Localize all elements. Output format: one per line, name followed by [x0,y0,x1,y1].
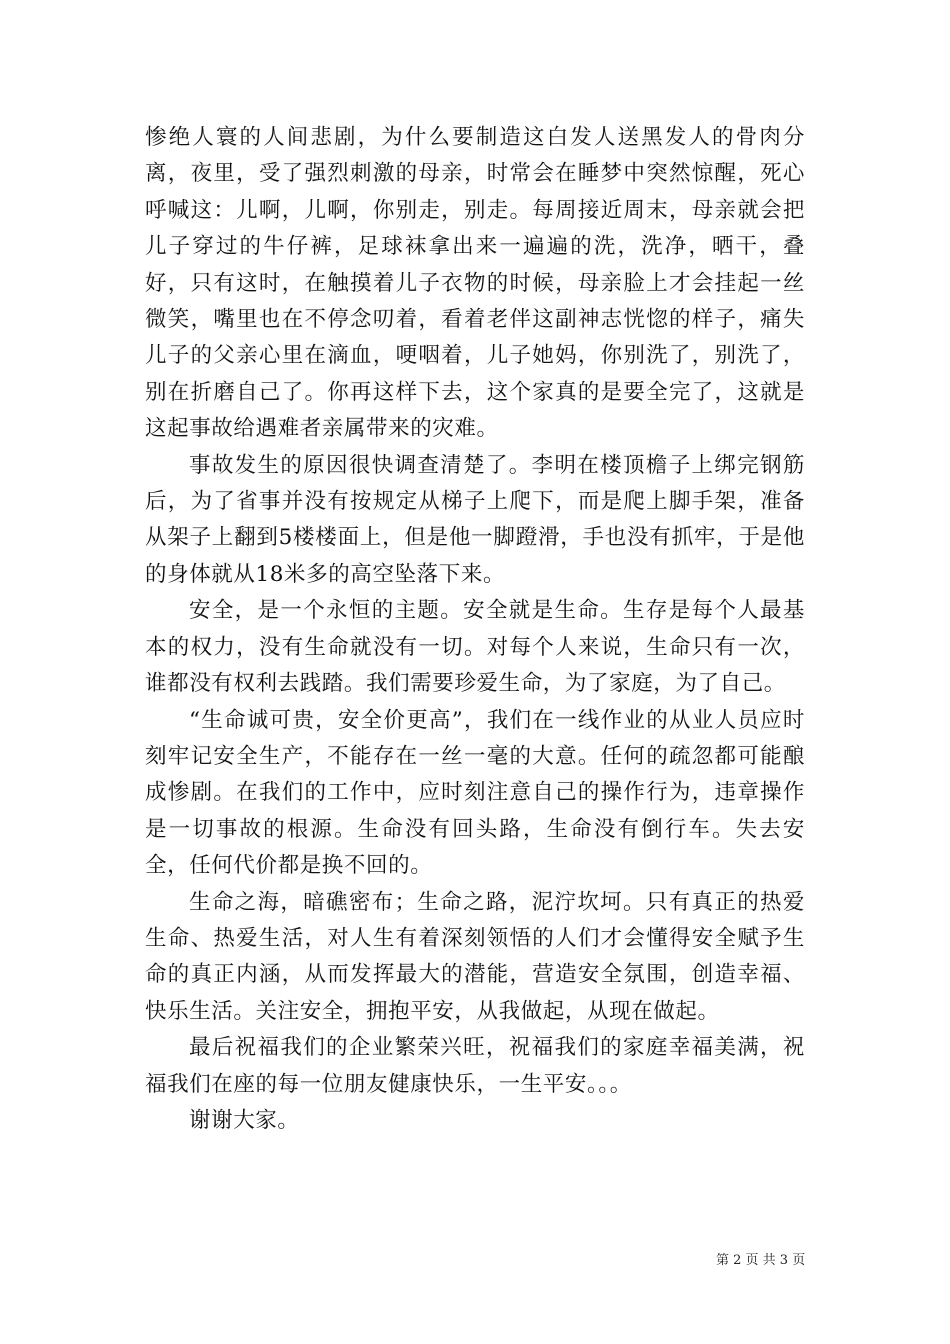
paragraph-6: 最后祝福我们的企业繁荣兴旺，祝福我们的家庭幸福美满，祝福我们在座的每一位朋友健康快乐，一生平安。。。 [145,1035,805,1097]
document-body [145,120,805,1139]
paragraph-2: 事故发生的原因很快调查清楚了。李明在楼顶檐子上绑完钢筋后，为了省事并没有按规定从梯子上爬下，而是爬上脚手架，准备从架子上翻到5楼楼面上，但是他一脚蹬滑，手也没有抓牢，于是他的身体就从18米多的高空坠落下来。 [145,452,805,587]
paragraph-5: 生命之海，暗礁密布；生命之路，泥泞坎坷。只有真正的热爱生命、热爱生活，对人生有着深刻领悟的人们才会懂得安全赋予生命的真正内涵，从而发挥最大的潜能，营造安全氛围，创造幸福、快乐生活。关注安全，拥抱平安，从我做起，从现在做起。 [145,889,805,1024]
paragraph-1: 惨绝人寰的人间悲剧，为什么要制造这白发人送黑发人的骨肉分离，夜里，受了强烈刺激的母亲，时常会在睡梦中突然惊醒，死心呼喊这：儿啊，儿啊，你别走，别走。每周接近周末，母亲就会把儿子穿过的牛仔裤，足球袜拿出来一遍遍的洗，洗净，晒干，叠好，只有这时，在触摸着儿子衣物的时候，母亲脸上才会挂起一丝微笑，嘴里也在不停念叨着，看着老伴这副神志恍惚的样子，痛失儿子的父亲心里在滴血，哽咽着，儿子她妈，你别洗了，别洗了，别在折磨自己了。你再这样下去，这个家真的是要全完了，这就是这起事故给遇难者亲属带来的灾难。 [145,125,805,442]
paragraph-3: 安全，是一个永恒的主题。安全就是生命。生存是每个人最基本的权力，没有生命就没有一切。对每个人来说，生命只有一次，谁都没有权利去践踏。我们需要珍爱生命，为了家庭，为了自己。 [145,598,805,697]
paragraph-7: 谢谢大家。 [189,1107,300,1133]
paragraph-4: “生命诚可贵，安全价更高”，我们在一线作业的从业人员应时刻牢记安全生产，不能存在一丝一毫的大意。任何的疏忽都可能酿成惨剧。在我们的工作中，应时刻注意自己的操作行为，违章操作是一切事故的根源。生命没有回头路，生命没有倒行车。失去安全，任何代价都是换不回的。 [145,707,805,879]
page-number: 第 2 页 共 3 页 [716,1253,806,1268]
